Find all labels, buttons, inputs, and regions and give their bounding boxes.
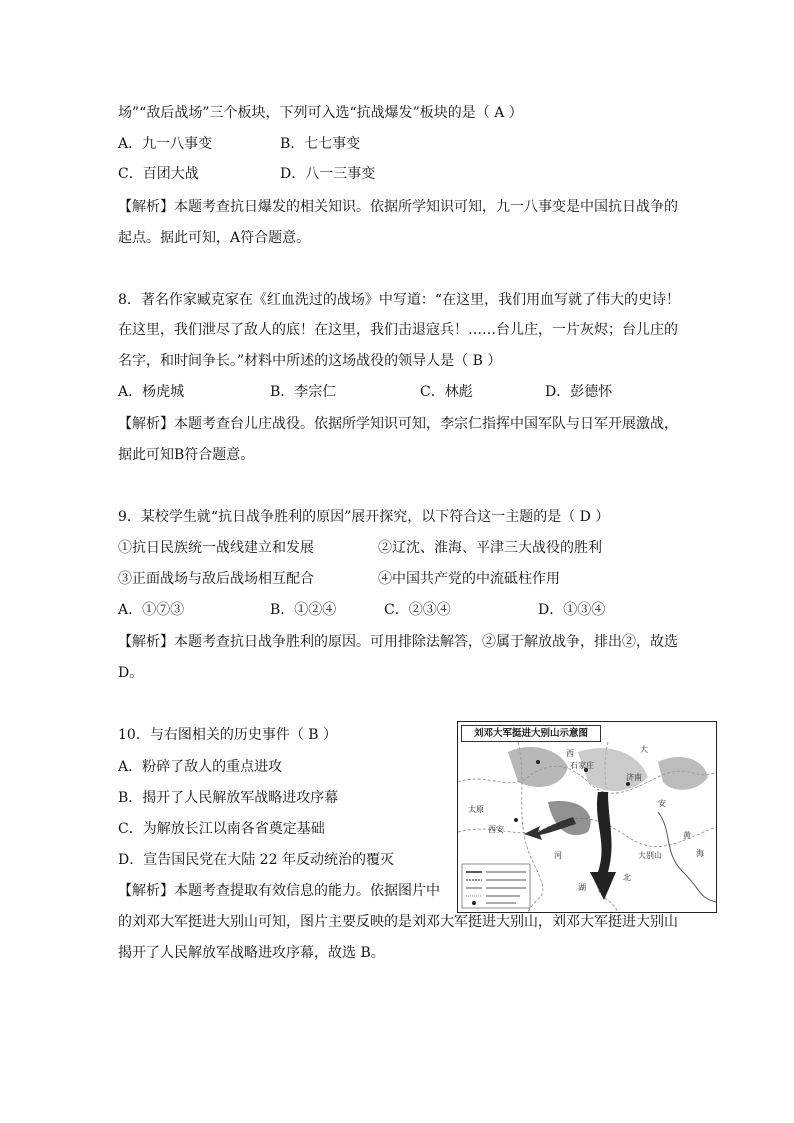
q9-option-d: D．①③④ <box>538 602 606 618</box>
map-title: 刘邓大军挺进大别山示意图 <box>461 725 601 742</box>
q8-stem-cont2: 名字，和时间争长。”材料中所述的这场战役的领导人是（ B ） <box>118 353 502 369</box>
map-label: 黄 <box>683 831 691 840</box>
map-label: 大别山 <box>638 851 662 860</box>
q10-option-d: D．宣告国民党在大陆 22 年反动统治的覆灭 <box>118 852 394 868</box>
map-label: 安 <box>658 799 666 808</box>
q9-option-a: A．①⑦③ <box>118 602 185 618</box>
map-label: 石家庄 <box>570 761 594 770</box>
q8-stem-cont: 在这里，我们泄尽了敌人的底！在这里，我们击退寇兵！……台儿庄，一片灰烬；台儿庄的 <box>118 322 678 338</box>
map-label: 西安 <box>488 825 504 834</box>
q9-stem: 9．某校学生就“抗日战争胜利的原因”展开探究，以下符合这一主题的是（ D ） <box>118 509 610 525</box>
q10-option-c: C．为解放长江以南各省奠定基础 <box>118 821 325 837</box>
map-label: 济南 <box>626 773 642 782</box>
liu-deng-map-figure <box>457 721 717 913</box>
q7-option-a: A．九一八事变 <box>118 136 213 152</box>
q9-analysis: 【解析】本题考查抗日战争胜利的原因。可用排除法解答，②属于解放战争，排出②，故选 <box>118 634 678 650</box>
q8-option-a: A．杨虎城 <box>118 384 185 400</box>
q10-analysis: 【解析】本题考查提取有效信息的能力。依据图片中 <box>118 883 440 899</box>
q9-item-4: ④中国共产党的中流砥柱作用 <box>378 571 560 587</box>
q9-item-3: ③正面战场与敌后战场相互配合 <box>118 571 314 587</box>
q7-stem-tail: 场”“敌后战场”三个板块，下列可入选“抗战爆发”板块的是（ A ） <box>118 105 523 121</box>
q9-analysis-cont: D。 <box>118 665 144 681</box>
map-drawing <box>458 722 716 912</box>
q10-option-a: A．粉碎了敌人的重点进攻 <box>118 759 283 775</box>
q9-item-2: ②辽沈、淮海、平津三大战役的胜利 <box>378 540 602 556</box>
map-label: 西 <box>566 749 574 758</box>
q8-stem: 8．著名作家臧克家在《红血洗过的战场》中写道：“在这里，我们用血写就了伟大的史诗！ <box>118 292 681 308</box>
map-label: 湖 <box>578 883 586 892</box>
map-label: 海 <box>696 849 704 858</box>
q7-option-d: D．八一三事变 <box>280 166 376 182</box>
q10-analysis-cont2: 揭开了人民解放军战略进攻序幕，故选 B。 <box>118 945 385 961</box>
q8-option-b: B．李宗仁 <box>270 384 337 400</box>
map-label: 河 <box>554 851 562 860</box>
q9-item-1: ①抗日民族统一战线建立和发展 <box>118 540 314 556</box>
q8-option-c: C．林彪 <box>420 384 473 400</box>
q10-analysis-cont: 的刘邓大军挺进大别山可知，图片主要反映的是刘邓大军挺进大别山，刘邓大军挺进大别山 <box>118 914 678 930</box>
q7-option-c: C．百团大战 <box>118 166 199 182</box>
q7-option-b: B．七七事变 <box>280 136 361 152</box>
q8-analysis-cont: 据此可知B符合题意。 <box>118 447 255 463</box>
q8-option-d: D．彭德怀 <box>545 384 613 400</box>
q8-analysis: 【解析】本题考查台儿庄战役。依据所学知识可知，李宗仁指挥中国军队与日军开展激战， <box>118 416 678 432</box>
q9-option-c: C．②③④ <box>384 602 451 618</box>
map-label: 大 <box>640 745 648 754</box>
q10-option-b: B．揭开了人民解放军战略进攻序幕 <box>118 790 339 806</box>
q7-analysis-cont: 起点。据此可知，A符合题意。 <box>118 230 311 246</box>
q9-option-b: B．①②④ <box>270 602 337 618</box>
q10-stem: 10．与右图相关的历史事件（ B ） <box>118 727 338 743</box>
q7-analysis: 【解析】本题考查抗日爆发的相关知识。依据所学知识可知，九一八事变是中国抗日战争的 <box>118 199 678 215</box>
map-label: 太原 <box>468 805 484 814</box>
map-label: 北 <box>623 873 631 882</box>
